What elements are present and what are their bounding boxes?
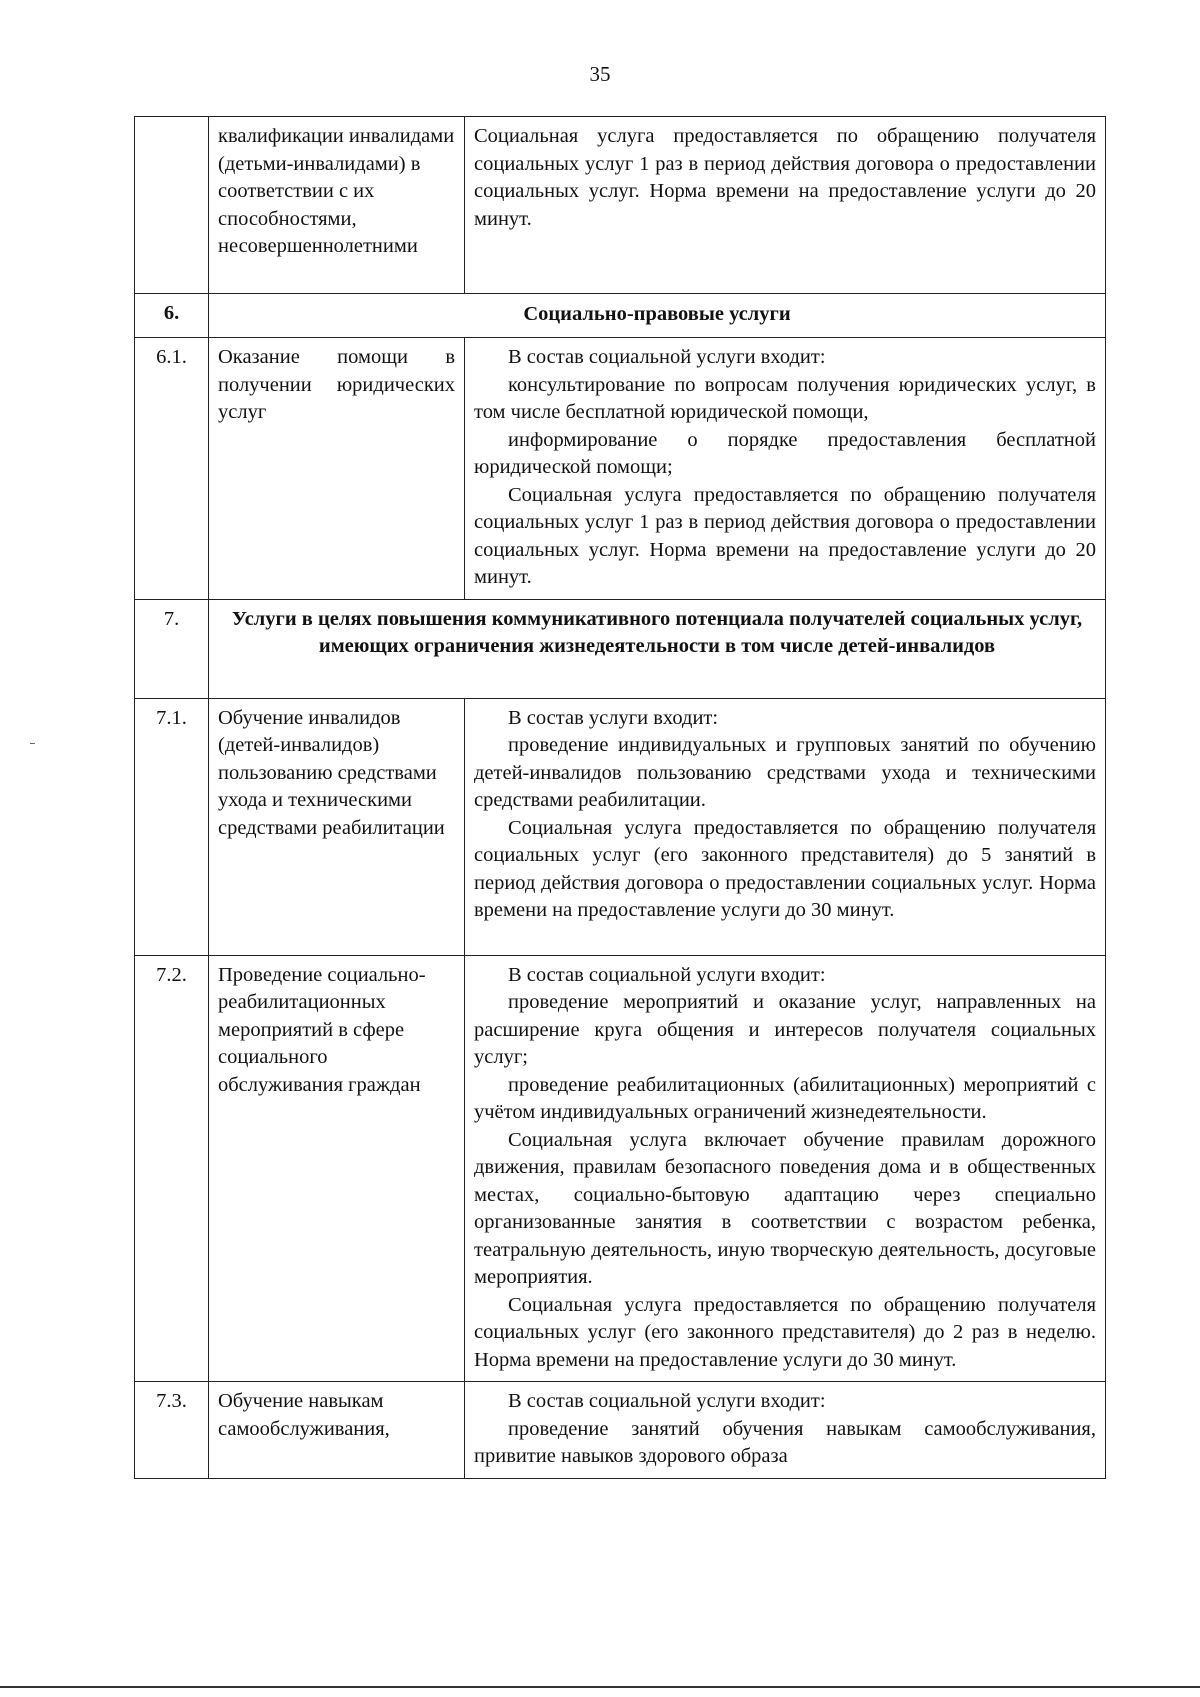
description-paragraph: проведение занятий обучения навыкам самообслуживания, привитие навыков здорового образа bbox=[474, 1417, 1096, 1467]
row-number: 7.1. bbox=[135, 698, 209, 955]
section-title: Услуги в целях повышения коммуникативного потенциала получателей социальных услуг, имеющих ограничения жизнедеятельности в том числе детей-инвалидов bbox=[209, 599, 1106, 698]
description-paragraph: проведение реабилитационных (абилитационных) мероприятий с учётом индивидуальных ограничений жизнедеятельности. bbox=[474, 1073, 1096, 1123]
service-description bbox=[465, 338, 1106, 600]
service-name: Проведение социально-реабилитационных мероприятий в сфере социального обслуживания граждан bbox=[209, 955, 465, 1382]
margin-mark bbox=[30, 743, 35, 744]
row-number bbox=[135, 117, 209, 294]
table-row bbox=[135, 698, 1106, 955]
description-paragraph: В состав услуги входит: bbox=[508, 706, 719, 729]
description-paragraph: В состав социальной услуги входит: bbox=[508, 1390, 826, 1412]
service-description bbox=[465, 955, 1106, 1382]
section-row bbox=[135, 599, 1106, 698]
description-paragraph: Социальная услуга включает обучение правилам дорожного движения, правилам безопасного поведения дома и в общественных местах, социально-бытовую адаптацию через специально организованные занятия в соответствии с возрастом ребенка, театральную деятельность, иную творческую деятельность, досуговые мероприятия. bbox=[474, 1128, 1096, 1288]
scan-bottom-edge bbox=[0, 1686, 1200, 1688]
row-number: 6.1. bbox=[135, 338, 209, 600]
description-paragraph: В состав социальной услуги входит: bbox=[508, 963, 826, 986]
table-row bbox=[135, 1382, 1106, 1479]
section-row bbox=[135, 294, 1106, 338]
description-paragraph: В состав социальной услуги входит: bbox=[508, 346, 826, 368]
description-paragraph: Социальная услуга предоставляется по обращению получателя социальных услуг 1 раз в период действия договора о предоставлении социальных услуг. Норма времени на предоставление услуги до 20 минут. bbox=[474, 125, 1096, 230]
table-row bbox=[135, 338, 1106, 600]
section-number: 6. bbox=[135, 294, 209, 338]
service-name: Оказание помощи в получении юридических услуг bbox=[209, 338, 465, 600]
section-title: Социально-правовые услуги bbox=[209, 294, 1106, 338]
service-description bbox=[465, 698, 1106, 955]
description-paragraph: консультирование по вопросам получения юридических услуг, в том числе бесплатной юридической помощи, bbox=[474, 373, 1096, 423]
table-row bbox=[135, 955, 1106, 1382]
description-paragraph: проведение мероприятий и оказание услуг, направленных на расширение круга общения и интересов получателя социальных услуг; bbox=[474, 991, 1096, 1068]
service-name: Обучение навыкам самообслуживания, bbox=[209, 1382, 465, 1479]
section-number: 7. bbox=[135, 599, 209, 698]
service-name: Обучение инвалидов (детей-инвалидов) пользованию средствами ухода и техническими средствами реабилитации bbox=[209, 698, 465, 955]
service-name: квалификации инвалидами (детьми-инвалидами) в соответствии с их способностями, несовершеннолетними bbox=[209, 117, 465, 294]
row-number: 7.3. bbox=[135, 1382, 209, 1479]
description-paragraph: Социальная услуга предоставляется по обращению получателя социальных услуг 1 раз в период действия договора о предоставлении социальных услуг. Норма времени на предоставление услуги до 20 минут. bbox=[474, 483, 1096, 588]
services-table bbox=[134, 116, 1106, 1479]
description-paragraph: Социальная услуга предоставляется по обращению получателя социальных услуг (его законного представителя) до 5 занятий в период действия договора о предоставлении социальных услуг. Норма времени на предоставление услуги до 30 минут. bbox=[474, 816, 1096, 921]
table-row bbox=[135, 117, 1106, 294]
description-paragraph: Социальная услуга предоставляется по обращению получателя социальных услуг (его законного представителя) до 2 раз в неделю. Норма времени на предоставление услуги до 30 минут. bbox=[474, 1293, 1096, 1371]
service-description bbox=[465, 117, 1106, 294]
description-paragraph: проведение индивидуальных и групповых занятий по обучению детей-инвалидов пользованию средствами ухода и техническими средствами реабилитации. bbox=[474, 734, 1096, 811]
page-number: 35 bbox=[589, 62, 611, 86]
description-paragraph: информирование о порядке предоставления бесплатной юридической помощи; bbox=[474, 428, 1096, 478]
service-description bbox=[465, 1382, 1106, 1479]
row-number: 7.2. bbox=[135, 955, 209, 1382]
